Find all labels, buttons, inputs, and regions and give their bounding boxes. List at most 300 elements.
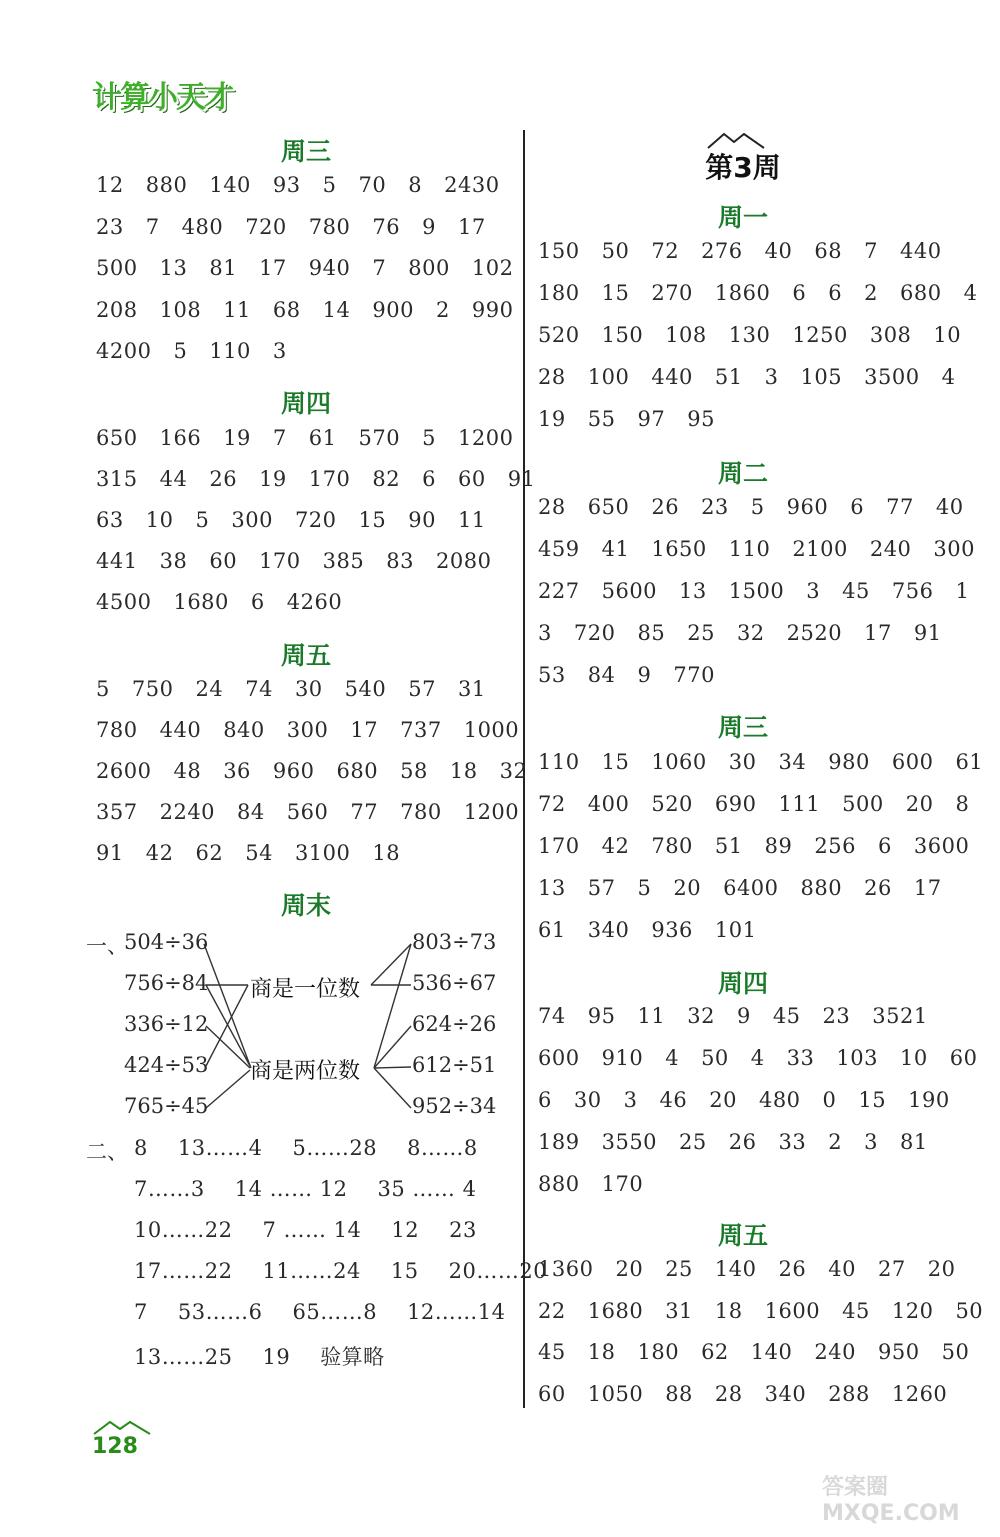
- answer-value: 19: [262, 1345, 291, 1369]
- answer-value: 22: [538, 1298, 566, 1323]
- right-expr: 536÷67: [412, 971, 497, 995]
- answer-value: 3600: [913, 834, 970, 858]
- answer-value: 140: [209, 173, 251, 197]
- heading-thu: 周四: [280, 389, 331, 418]
- answer-value: 9: [422, 214, 436, 239]
- answer-value: 60: [458, 467, 486, 491]
- answer-value: 4: [941, 365, 956, 389]
- answer-value: 12……14: [407, 1300, 506, 1324]
- answer-value: 19: [223, 426, 251, 450]
- answer-row: [538, 1088, 950, 1112]
- answer-value: 60: [209, 549, 238, 573]
- answer-value: 76: [372, 214, 401, 239]
- answer-row: [538, 1004, 928, 1028]
- answer-value: 780: [308, 214, 351, 239]
- answer-value: 28: [538, 495, 566, 519]
- answer-value: 30: [728, 750, 757, 774]
- answer-value: 91: [913, 621, 942, 645]
- answer-value: 108: [665, 323, 707, 347]
- answer-value: 17: [350, 718, 379, 742]
- answer-value: 166: [159, 426, 202, 450]
- answer-value: 990: [471, 297, 514, 322]
- answer-value: 440: [159, 718, 202, 742]
- answer-value: 68: [272, 297, 301, 322]
- answer-row: [96, 841, 400, 865]
- answer-value: 32: [736, 621, 765, 645]
- left-expr: 424÷53: [124, 1053, 209, 1077]
- answer-value: 15: [601, 281, 630, 305]
- answer-value: 81: [209, 256, 238, 280]
- answer-value: 26: [864, 876, 892, 900]
- answer-value: 0: [822, 1088, 837, 1112]
- answer-value: 13: [679, 579, 707, 603]
- answer-value: 208: [96, 297, 138, 322]
- answer-value: 14 …… 12: [234, 1177, 348, 1201]
- answer-value: 20……20: [448, 1259, 548, 1283]
- answer-value: 51: [714, 365, 743, 389]
- answer-value: 72: [651, 239, 680, 263]
- answer-value: 10: [145, 508, 174, 532]
- answer-value: 1: [955, 579, 970, 603]
- part2-prefix: 二、: [86, 1140, 128, 1164]
- answer-row: [538, 407, 715, 431]
- answer-value: 4: [665, 1046, 680, 1070]
- answer-value: 6: [792, 281, 807, 305]
- answer-value: 256: [814, 834, 856, 858]
- answer-value: 20: [673, 876, 702, 900]
- answer-value: 53……6: [177, 1300, 263, 1324]
- answer-value: 737: [400, 718, 442, 742]
- answer-value: 20: [927, 1257, 956, 1281]
- answer-value: 5……28: [292, 1136, 378, 1160]
- answer-value: 120: [891, 1298, 934, 1323]
- answer-value: 227: [538, 579, 580, 603]
- answer-value: 720: [245, 214, 287, 239]
- answer-row: [134, 1341, 415, 1371]
- answer-row: [538, 579, 969, 603]
- answer-row: [538, 876, 942, 900]
- answer-value: 940: [308, 256, 351, 280]
- answer-value: 440: [900, 239, 942, 263]
- answer-row: [134, 1218, 507, 1242]
- page-number: 128: [92, 1434, 138, 1459]
- heading-wed: 周三: [280, 137, 331, 166]
- answer-value: 5600: [601, 579, 658, 603]
- answer-value: 24: [195, 677, 224, 701]
- answer-row: [96, 215, 486, 239]
- answer-value: 20: [615, 1257, 644, 1281]
- answer-value: 61: [308, 426, 337, 450]
- answer-value: 68: [814, 239, 843, 263]
- answer-value: 1680: [173, 590, 229, 614]
- answer-value: 270: [651, 281, 693, 305]
- answer-value: 1680: [587, 1298, 644, 1323]
- answer-value: 1260: [891, 1381, 948, 1406]
- answer-value: 130: [728, 323, 771, 347]
- heading-tue: 周二: [717, 459, 768, 488]
- answer-value: 720: [573, 621, 616, 645]
- answer-value: 32: [499, 759, 528, 783]
- answer-value: 26: [778, 1257, 807, 1281]
- answer-value: 140: [750, 1340, 793, 1364]
- answer-value: 18: [449, 759, 478, 783]
- answer-value: 33: [786, 1046, 815, 1070]
- answer-value: 62: [195, 841, 224, 865]
- answer-value: 77: [350, 800, 379, 824]
- answer-value: 97: [637, 407, 666, 431]
- answer-value: 45: [842, 579, 870, 603]
- left-expr: 765÷45: [124, 1094, 209, 1118]
- answer-value: 11: [223, 297, 251, 322]
- answer-value: 189: [538, 1130, 580, 1154]
- answer-value: 5: [637, 876, 652, 900]
- answer-value: 42: [601, 834, 630, 858]
- answer-value: 13……4: [177, 1136, 263, 1160]
- answer-value: 19: [538, 407, 566, 431]
- answer-row: [538, 1172, 643, 1196]
- answer-value: 108: [159, 297, 202, 322]
- matching-exercise: [86, 928, 516, 1128]
- answer-value: 1050: [587, 1381, 644, 1406]
- answer-value: 33: [778, 1130, 807, 1154]
- answer-value: 1000: [463, 718, 520, 742]
- answer-value: 10……22: [134, 1218, 233, 1242]
- answer-value: 150: [601, 323, 644, 347]
- answer-value: 441: [96, 549, 138, 573]
- answer-value: 72: [538, 792, 566, 816]
- answer-value: 936: [651, 918, 693, 942]
- double-digit-quotient-label: 商是两位数: [250, 1059, 361, 1084]
- answer-value: 400: [587, 792, 630, 816]
- heading-fri: 周五: [280, 641, 331, 670]
- answer-value: 780: [651, 834, 693, 858]
- answer-value: 25: [687, 621, 715, 645]
- answer-value: 6: [422, 467, 436, 491]
- answer-value: 45: [772, 1004, 801, 1028]
- answer-value: 18: [714, 1298, 743, 1323]
- answer-value: 560: [286, 800, 329, 824]
- answer-value: 240: [869, 537, 912, 561]
- answer-value: 300: [286, 718, 329, 742]
- answer-value: 50: [941, 1340, 970, 1364]
- right-expr: 952÷34: [412, 1094, 497, 1118]
- answer-value: 18: [372, 841, 401, 865]
- answer-value: 170: [601, 1172, 644, 1196]
- answer-row: [134, 1300, 536, 1324]
- answer-value: 77: [886, 495, 914, 519]
- answer-value: 11: [458, 508, 486, 532]
- answer-value: 12: [391, 1218, 420, 1242]
- answer-value: 780: [96, 718, 138, 742]
- answer-value: 308: [869, 323, 912, 347]
- answer-value: 880: [145, 173, 188, 197]
- answer-value: 190: [908, 1088, 950, 1112]
- answer-value: 1860: [714, 281, 771, 305]
- answer-value: 2: [828, 1130, 843, 1154]
- answer-value: 110: [538, 750, 580, 774]
- answer-value: 960: [786, 495, 829, 519]
- answer-value: 5: [96, 677, 110, 701]
- week-title: 第3周: [705, 151, 781, 184]
- answer-row: [96, 256, 513, 280]
- answer-value: 1200: [463, 800, 520, 824]
- answer-row: [538, 1130, 928, 1154]
- answer-row: [538, 1046, 977, 1070]
- answer-value: 3: [864, 1130, 878, 1154]
- answer-row: [96, 590, 342, 614]
- answer-value: 300: [231, 508, 273, 532]
- answer-row: [538, 792, 969, 816]
- answer-value: 53: [538, 663, 566, 687]
- answer-value: 440: [651, 365, 693, 389]
- answer-value: 950: [877, 1340, 920, 1364]
- answer-value: 110: [209, 339, 251, 363]
- heading-fri-r: 周五: [717, 1221, 768, 1250]
- answer-row: [96, 549, 491, 573]
- answer-value: 51: [714, 834, 743, 858]
- answer-value: 960: [272, 759, 315, 783]
- answer-value: 480: [181, 214, 224, 239]
- answer-value: 7: [372, 256, 387, 280]
- answer-value: 4: [750, 1046, 765, 1070]
- answer-row: [538, 281, 977, 305]
- right-expr: 803÷73: [412, 930, 497, 954]
- answer-value: 2240: [159, 800, 216, 824]
- answer-value: 20: [709, 1088, 737, 1112]
- match-line: [206, 1070, 250, 1108]
- answer-value: 1200: [458, 426, 514, 450]
- answer-value: 340: [764, 1381, 807, 1406]
- answer-value: 35 …… 4: [377, 1177, 477, 1201]
- answer-value: 180: [538, 281, 580, 305]
- answer-value: 3: [806, 579, 821, 603]
- watermark: 答案圈 MXQE.COM: [822, 1475, 960, 1526]
- answer-value: 459: [538, 537, 580, 561]
- answer-value: 45: [538, 1340, 566, 1364]
- answer-value: 6: [850, 495, 865, 519]
- answer-value: 800: [408, 256, 450, 280]
- left-expr: 504÷36: [124, 930, 209, 954]
- answer-value: 500: [842, 792, 884, 816]
- answer-value: 38: [159, 549, 188, 573]
- heading-mon: 周一: [717, 203, 768, 232]
- answer-value: 5: [750, 495, 765, 519]
- answer-row: [96, 718, 519, 742]
- answer-value: 17……22: [134, 1259, 233, 1283]
- answer-value: 3: [538, 621, 552, 645]
- answer-value: 2430: [444, 173, 500, 197]
- answer-value: 74: [538, 1004, 566, 1028]
- answer-value: 84: [237, 800, 265, 824]
- answer-value: 61: [955, 750, 984, 774]
- answer-value: 41: [601, 537, 630, 561]
- answer-row: [96, 800, 519, 824]
- answer-value: 1500: [728, 579, 785, 603]
- answer-value: 30: [294, 677, 323, 701]
- answer-value: 10: [900, 1046, 928, 1070]
- heading-wed-r: 周三: [717, 713, 768, 742]
- answer-value: 17: [458, 214, 486, 239]
- answer-value: 170: [259, 549, 301, 573]
- answer-value: 385: [322, 549, 365, 573]
- answer-value: 680: [336, 759, 379, 783]
- answer-value: 2: [435, 297, 450, 322]
- answer-value: 180: [637, 1340, 680, 1364]
- answer-value: 102: [471, 256, 514, 280]
- answer-value: 750: [131, 677, 174, 701]
- answer-value: 150: [538, 239, 580, 263]
- answer-value: 980: [828, 750, 870, 774]
- answer-value: 500: [96, 256, 138, 280]
- answer-value: 8: [408, 173, 423, 197]
- answer-value: 23: [701, 495, 729, 519]
- answer-value: 15: [358, 508, 387, 532]
- answer-value: 32: [687, 1004, 715, 1028]
- answer-value: 100: [587, 365, 630, 389]
- answer-row: [96, 677, 486, 701]
- answer-value: 54: [245, 841, 273, 865]
- answer-row: [538, 918, 757, 942]
- answer-value: 34: [778, 750, 807, 774]
- answer-row: [538, 1340, 969, 1364]
- answer-value: 9: [637, 663, 652, 687]
- answer-value: 7: [134, 1300, 148, 1324]
- answer-row: [538, 621, 942, 645]
- answer-value: 6: [828, 281, 843, 305]
- answer-value: 5: [322, 173, 337, 197]
- answer-value: 11……24: [262, 1259, 361, 1283]
- answer-row: [538, 1382, 947, 1406]
- answer-value: 12: [96, 173, 124, 197]
- answer-value: 30: [573, 1088, 602, 1112]
- answer-value: 6: [538, 1088, 552, 1112]
- answer-value: 26: [209, 467, 238, 491]
- answer-value: 2100: [792, 537, 848, 561]
- answer-value: 1250: [792, 323, 848, 347]
- answer-value: 74: [245, 677, 273, 701]
- answer-value: 720: [294, 508, 337, 532]
- match-line: [204, 944, 251, 1068]
- answer-value: 2080: [435, 549, 492, 573]
- answer-value: 95: [687, 407, 715, 431]
- answer-value: 2600: [96, 759, 152, 783]
- answer-row: [538, 834, 969, 858]
- answer-value: 46: [659, 1088, 688, 1112]
- answer-value: 40: [828, 1257, 856, 1281]
- answer-value: 50: [601, 239, 630, 263]
- single-digit-quotient-label: 商是一位数: [250, 977, 361, 1002]
- answer-value: 4260: [286, 590, 343, 614]
- answer-row: [538, 239, 942, 263]
- matching-lines: [86, 928, 516, 1128]
- answer-value: 验算略: [320, 1345, 385, 1369]
- answer-value: 31: [458, 677, 486, 701]
- answer-value: 70: [358, 173, 387, 197]
- answer-value: 7……3: [134, 1177, 205, 1201]
- answer-value: 88: [665, 1381, 693, 1406]
- answer-value: 5: [173, 339, 188, 363]
- answer-value: 82: [372, 467, 401, 491]
- answer-row: [538, 323, 961, 347]
- answer-value: 105: [800, 365, 843, 389]
- answer-value: 3: [272, 339, 287, 363]
- part1-prefix: 一、: [86, 934, 128, 958]
- answer-value: 315: [96, 467, 138, 491]
- answer-value: 6: [877, 834, 892, 858]
- answer-value: 42: [145, 841, 174, 865]
- answer-value: 95: [587, 1004, 616, 1028]
- answer-value: 600: [891, 750, 934, 774]
- answer-value: 340: [587, 918, 630, 942]
- answer-value: 55: [587, 407, 616, 431]
- answer-value: 93: [272, 173, 301, 197]
- answer-value: 3521: [872, 1004, 928, 1028]
- answer-value: 28: [538, 365, 566, 389]
- answer-value: 10: [933, 323, 962, 347]
- answer-value: 14: [322, 297, 351, 322]
- answer-value: 103: [836, 1046, 878, 1070]
- answer-value: 650: [587, 495, 630, 519]
- answer-value: 600: [538, 1046, 580, 1070]
- answer-value: 11: [637, 1004, 666, 1028]
- answer-value: 3500: [864, 365, 920, 389]
- answer-row: [538, 1299, 983, 1323]
- answer-value: 3: [623, 1088, 638, 1112]
- answer-value: 3100: [294, 841, 351, 865]
- answer-value: 680: [900, 281, 942, 305]
- heading-weekend: 周末: [280, 891, 331, 920]
- answer-value: 570: [358, 426, 401, 450]
- answer-value: 1650: [651, 537, 707, 561]
- answer-value: 17: [259, 256, 287, 280]
- answer-value: 25: [665, 1257, 693, 1281]
- answer-value: 7: [145, 214, 160, 239]
- answer-value: 1060: [651, 750, 707, 774]
- answer-value: 8: [955, 792, 970, 816]
- answer-value: 84: [587, 663, 616, 687]
- answer-value: 300: [933, 537, 976, 561]
- answer-row: [96, 426, 513, 450]
- answer-value: 83: [386, 549, 414, 573]
- answer-value: 25: [679, 1130, 707, 1154]
- answer-value: 650: [96, 426, 138, 450]
- answer-value: 17: [864, 621, 892, 645]
- answer-value: 288: [828, 1381, 870, 1406]
- series-logo: 计算小天才: [92, 80, 232, 115]
- left-expr: 336÷12: [124, 1012, 209, 1036]
- answer-value: 26: [728, 1130, 757, 1154]
- answer-value: 8: [134, 1136, 148, 1160]
- answer-value: 140: [714, 1257, 757, 1281]
- answer-value: 480: [758, 1088, 801, 1112]
- answer-value: 5: [195, 508, 210, 532]
- answer-row: [134, 1259, 577, 1283]
- answer-value: 60: [538, 1381, 566, 1406]
- answer-value: 27: [877, 1257, 906, 1281]
- answer-value: 50: [701, 1046, 729, 1070]
- answer-value: 40: [935, 495, 964, 519]
- answer-value: 36: [223, 759, 251, 783]
- answer-value: 20: [905, 792, 934, 816]
- answer-value: 50: [955, 1298, 984, 1323]
- answer-value: 45: [842, 1298, 870, 1323]
- answer-value: 90: [408, 508, 436, 532]
- right-expr: 612÷51: [412, 1053, 497, 1077]
- answer-value: 9: [736, 1004, 751, 1028]
- answer-row: [96, 339, 287, 363]
- answer-value: 31: [665, 1298, 693, 1323]
- answer-row: [134, 1177, 506, 1201]
